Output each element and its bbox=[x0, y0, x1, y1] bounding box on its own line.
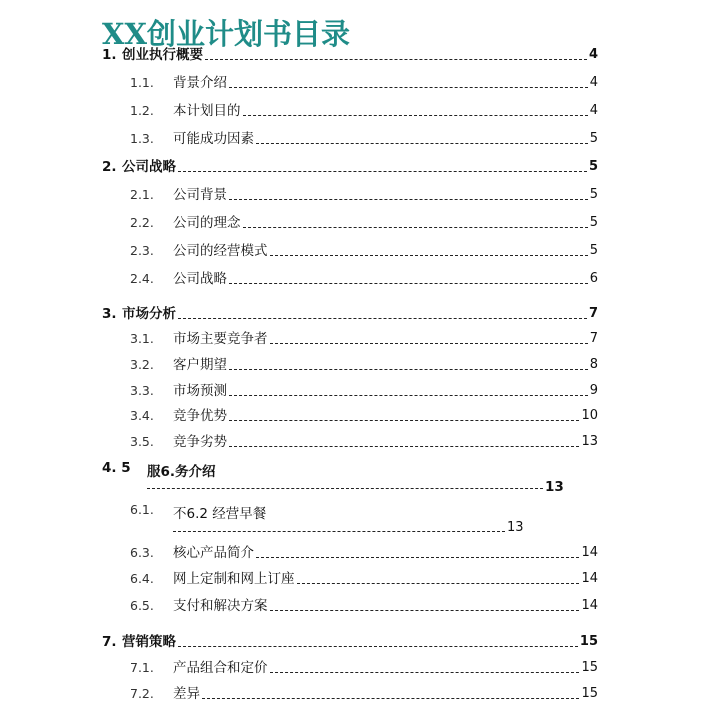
toc-entry-num: 7. bbox=[102, 634, 117, 650]
toc-entry-page: 14 bbox=[581, 598, 598, 613]
toc-entry-page: 13 bbox=[581, 434, 598, 449]
toc-entry-num: 3.5. bbox=[130, 434, 154, 449]
toc-entry[interactable] bbox=[130, 329, 598, 349]
toc-entry-num: 2.4. bbox=[130, 271, 154, 286]
toc-entry-label: 网上定制和网上订座 bbox=[173, 571, 295, 587]
toc-entry-num: 6.1. bbox=[130, 502, 154, 517]
toc-entry-num: 3. bbox=[102, 306, 117, 322]
toc-entry-page: 4 bbox=[589, 75, 598, 90]
toc-entry-label: 背景介绍 bbox=[173, 75, 227, 91]
toc-entry[interactable] bbox=[130, 269, 598, 289]
toc-entry-label: 公司战略 bbox=[122, 159, 176, 175]
toc-entry-page: 10 bbox=[581, 408, 598, 423]
toc-leader bbox=[270, 610, 580, 611]
toc-leader bbox=[178, 318, 587, 319]
toc-entry-page: 7 bbox=[589, 331, 598, 346]
toc-entry-label: 公司战略 bbox=[173, 271, 227, 287]
toc-entry-label[interactable]: 不6.2 经营早餐 bbox=[173, 506, 267, 522]
toc-entry-num: 1.1. bbox=[130, 75, 154, 90]
toc-entry-num: 2.1. bbox=[130, 187, 154, 202]
toc-entry-page: 13 bbox=[545, 479, 564, 495]
toc-entry[interactable] bbox=[130, 129, 598, 149]
toc-entry-label: 市场预测 bbox=[173, 383, 227, 399]
toc-entry-num: 3.1. bbox=[130, 331, 154, 346]
toc-entry-page: 5 bbox=[589, 243, 598, 258]
toc-entry[interactable] bbox=[102, 304, 598, 324]
toc-entry-page: 5 bbox=[588, 159, 598, 174]
toc-entry-page: 5 bbox=[589, 215, 598, 230]
toc-entry-label: 差异 bbox=[173, 686, 200, 702]
toc-leader bbox=[256, 557, 579, 558]
toc-entry-page: 9 bbox=[589, 383, 598, 398]
toc-leader bbox=[229, 395, 588, 396]
toc-entry-label: 产品组合和定价 bbox=[173, 660, 268, 676]
toc-entry-num: 2. bbox=[102, 159, 117, 175]
toc-entry-page: 6 bbox=[589, 271, 598, 286]
toc-entry-label: 市场分析 bbox=[122, 306, 176, 322]
toc-leader bbox=[297, 583, 580, 584]
toc-leader bbox=[229, 446, 579, 447]
toc-entry[interactable] bbox=[130, 101, 598, 121]
toc-entry-page: 8 bbox=[589, 357, 598, 372]
toc-leader bbox=[229, 420, 579, 421]
toc-entry-num: 6.5. bbox=[130, 598, 154, 613]
toc-entry-label: 支付和解决方案 bbox=[173, 598, 268, 614]
toc-entry[interactable] bbox=[130, 658, 598, 678]
toc-leader bbox=[270, 255, 588, 256]
toc-leader bbox=[173, 531, 505, 532]
toc-entry-page: 15 bbox=[579, 634, 598, 649]
toc-entry-label: 创业执行概要 bbox=[122, 47, 203, 63]
toc-entry[interactable] bbox=[130, 684, 598, 704]
toc-entry-label: 竞争劣势 bbox=[173, 434, 227, 450]
toc-entry[interactable] bbox=[130, 432, 598, 452]
toc-entry[interactable] bbox=[130, 596, 598, 616]
toc-entry-num: 2.3. bbox=[130, 243, 154, 258]
toc-entry-page: 13 bbox=[507, 520, 524, 535]
toc-entry[interactable] bbox=[102, 632, 598, 652]
toc-entry-num: 3.4. bbox=[130, 408, 154, 423]
toc-entry-num: 4. 5 bbox=[102, 460, 131, 476]
toc-entry-num: 2.2. bbox=[130, 215, 154, 230]
toc-entry-label: 竞争优势 bbox=[173, 408, 227, 424]
toc-entry-label: 核心产品简介 bbox=[173, 545, 254, 561]
toc-entry[interactable] bbox=[130, 543, 598, 563]
toc-leader bbox=[270, 343, 588, 344]
toc-entry-num: 7.2. bbox=[130, 686, 154, 701]
toc-entry[interactable] bbox=[130, 406, 598, 426]
toc-entry-num: 1.3. bbox=[130, 131, 154, 146]
toc-entry-label[interactable]: 服6.务介绍 bbox=[147, 464, 216, 480]
toc-leader bbox=[205, 59, 587, 60]
toc-leader bbox=[243, 227, 588, 228]
toc-leader bbox=[202, 698, 579, 699]
toc-entry-label: 客户期望 bbox=[173, 357, 227, 373]
toc-entry[interactable] bbox=[130, 381, 598, 401]
toc-leader bbox=[147, 488, 543, 489]
toc-entry-label: 公司的经营模式 bbox=[173, 243, 268, 259]
toc-entry-page: 15 bbox=[581, 686, 598, 701]
toc-entry-num: 6.4. bbox=[130, 571, 154, 586]
toc-entry-num: 1. bbox=[102, 47, 117, 63]
toc-entry[interactable] bbox=[130, 73, 598, 93]
toc-entry[interactable] bbox=[130, 185, 598, 205]
toc-entry[interactable] bbox=[102, 157, 598, 177]
toc-entry-page: 5 bbox=[589, 131, 598, 146]
toc-leader bbox=[229, 283, 588, 284]
toc-entry-page: 15 bbox=[581, 660, 598, 675]
toc-entry-label: 公司的理念 bbox=[173, 215, 241, 231]
toc-entry[interactable] bbox=[130, 355, 598, 375]
toc-entry[interactable] bbox=[130, 241, 598, 261]
toc-entry-label: 营销策略 bbox=[122, 634, 176, 650]
document-title: XX创业计划书目录 bbox=[102, 17, 351, 51]
toc-leader bbox=[178, 646, 578, 647]
toc-entry-num: 3.3. bbox=[130, 383, 154, 398]
toc-leader bbox=[243, 115, 588, 116]
toc-entry-page: 7 bbox=[588, 306, 598, 321]
toc-leader bbox=[229, 369, 588, 370]
toc-entry-num: 6.3. bbox=[130, 545, 154, 560]
toc-entry[interactable] bbox=[130, 213, 598, 233]
toc-entry-num: 7.1. bbox=[130, 660, 154, 675]
toc-entry-num: 3.2. bbox=[130, 357, 154, 372]
toc-entry-label: 公司背景 bbox=[173, 187, 227, 203]
toc-entry-page: 14 bbox=[581, 545, 598, 560]
toc-leader bbox=[229, 87, 588, 88]
toc-entry-page: 4 bbox=[589, 103, 598, 118]
toc-entry-page: 5 bbox=[589, 187, 598, 202]
toc-leader bbox=[256, 143, 588, 144]
toc-entry-page: 4 bbox=[588, 47, 598, 62]
toc-entry[interactable] bbox=[102, 45, 598, 65]
toc-entry-label: 本计划目的 bbox=[173, 103, 241, 119]
toc-entry[interactable] bbox=[130, 569, 598, 589]
toc-entry-page: 14 bbox=[581, 571, 598, 586]
toc-leader bbox=[229, 199, 588, 200]
toc-entry-label: 市场主要竞争者 bbox=[173, 331, 268, 347]
toc-leader bbox=[178, 171, 587, 172]
toc-entry-num: 1.2. bbox=[130, 103, 154, 118]
toc-entry-label: 可能成功因素 bbox=[173, 131, 254, 147]
toc-leader bbox=[270, 672, 580, 673]
